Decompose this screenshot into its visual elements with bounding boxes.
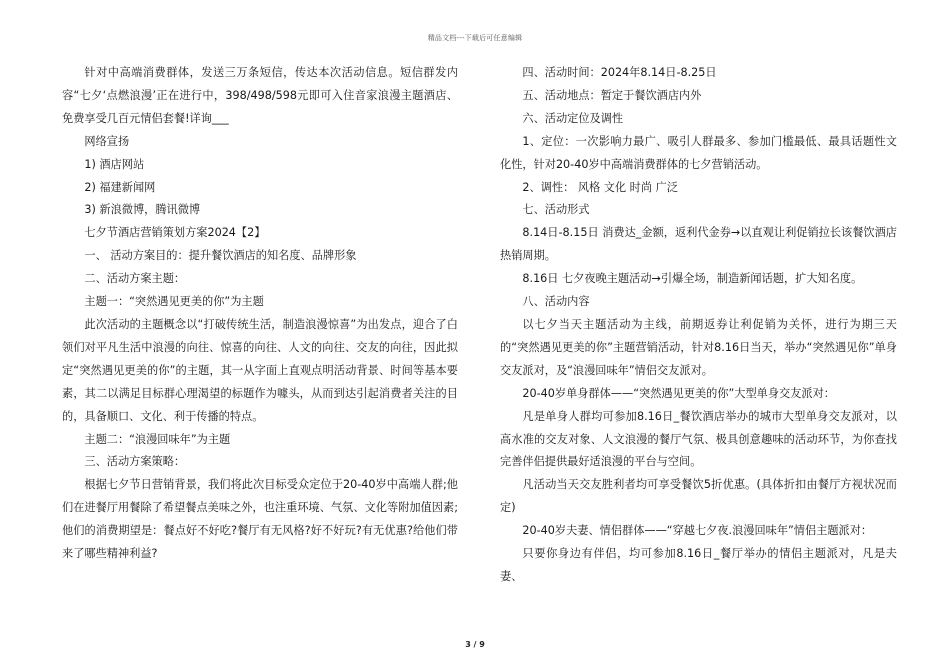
paragraph: 3) 新浪微博，腾讯微博 <box>84 203 201 217</box>
paragraph: 此次活动的主题概念以“打破传统生活，制造浪漫惊喜”为出发点，迎合了白领们对平凡生活中浪漫的向往、惊喜的向往、人文的向往、交友的向往，因此拟定“突然遇见更美的你”的主题，其一从字面上直观点明活动背景、时间等基本要素，其二以满足目标群心理渴望的标题作为噱头，从而到达引起消费者关注的目的，具备顺口、文化、利于传播的特点。 <box>62 317 458 423</box>
paragraph: 1、定位：一次影响力最广、吸引人群最多、参加门槛最低、最具话题性文化性，针对20-40岁中高端消费群体的七夕营销活动。 <box>500 134 897 171</box>
paragraph: 六、活动定位及调性 <box>522 111 624 125</box>
paragraph: 网络宣扬 <box>84 134 130 148</box>
right-column <box>500 62 897 589</box>
paragraph: 凡是单身人群均可参加8.16日_餐饮酒店举办的城市大型单身交友派对，以高水准的交友对象、人文浪漫的餐厅气氛、极具创意趣味的活动环节，为你查找完善伴侣提供最好适浪漫的平台与空间。 <box>500 409 897 469</box>
paragraph: 五、活动地点：暂定于餐饮酒店内外 <box>522 88 702 102</box>
paragraph: 四、活动时间：2024年8.14日-8.25日 <box>522 66 717 79</box>
paragraph: 八、活动内容 <box>522 295 590 309</box>
paragraph: 20-40岁单身群体——“突然遇见更美的你”大型单身交友派对： <box>522 386 835 400</box>
paragraph: 1) 酒店网站 <box>84 157 145 171</box>
paragraph: 主题二：“浪漫回味年”为主题 <box>84 432 231 446</box>
paragraph: 20-40岁夫妻、情侣群体——“穿越七夕夜.浪漫回味年”情侣主题派对： <box>522 524 873 538</box>
paragraph: 以七夕当天主题活动为主线，前期返券让利促销为关怀，进行为期三天的“突然遇见更美的你”主题营销活动，针对8.16日当天，举办“突然遇见你”单身交友派对，及“浪漫回味年”情侣交友派对。 <box>500 317 897 377</box>
left-column <box>62 62 458 566</box>
paragraph: 三、活动方案策略： <box>84 455 186 469</box>
section-title: 七夕节酒店营销策划方案2024【2】 <box>84 226 266 240</box>
paragraph: 凡活动当天交友胜利者均可享受餐饮5折优惠。(具体折扣由餐厅方视状况而定) <box>500 478 897 515</box>
paragraph: 2、调性： 风格 文化 时尚 广泛 <box>522 180 678 194</box>
paragraph: 8.16日 七夕夜晚主题活动→引爆全场，制造新闻话题，扩大知名度。 <box>522 272 863 286</box>
paragraph: 根据七夕节日营销背景，我们将此次目标受众定位于20-40岁中高端人群;他们在进餐厅用餐除了希望餐点美味之外，也注重环境、气氛、文化等附加值因素;他们的消费期望是：餐点好不好吃?餐厅有无风格?好不好玩?有无优惠?给他们带来了哪些精神利益? <box>62 478 458 561</box>
page-number: 3 / 9 <box>465 640 485 649</box>
paragraph: 针对中高端消费群体，发送三万条短信，传达本次活动信息。短信群发内容“七夕‘点燃浪漫’正在进行中，398/498/598元即可入住音家浪漫主题酒店、免费享受几百元情侣套餐!详询___ <box>62 66 458 125</box>
paragraph: 只要你身边有伴侣，均可参加8.16日_餐厅举办的情侣主题派对，凡是夫妻、 <box>500 547 897 583</box>
paragraph: 二、活动方案主题： <box>84 272 186 286</box>
page-header: 精品文档---下载后可任意编辑 <box>427 34 523 42</box>
paragraph: 主题一：“突然遇见更美的你”为主题 <box>84 295 264 309</box>
paragraph: 2) 福建新闻网 <box>84 180 156 194</box>
paragraph: 8.14日-8.15日 消费达_金额，返利代金券→以直观让利促销拉长该餐饮酒店热销周期。 <box>500 226 897 263</box>
paragraph: 七、活动形式 <box>522 203 590 217</box>
paragraph: 一、 活动方案目的：提升餐饮酒店的知名度、品牌形象 <box>84 249 357 263</box>
